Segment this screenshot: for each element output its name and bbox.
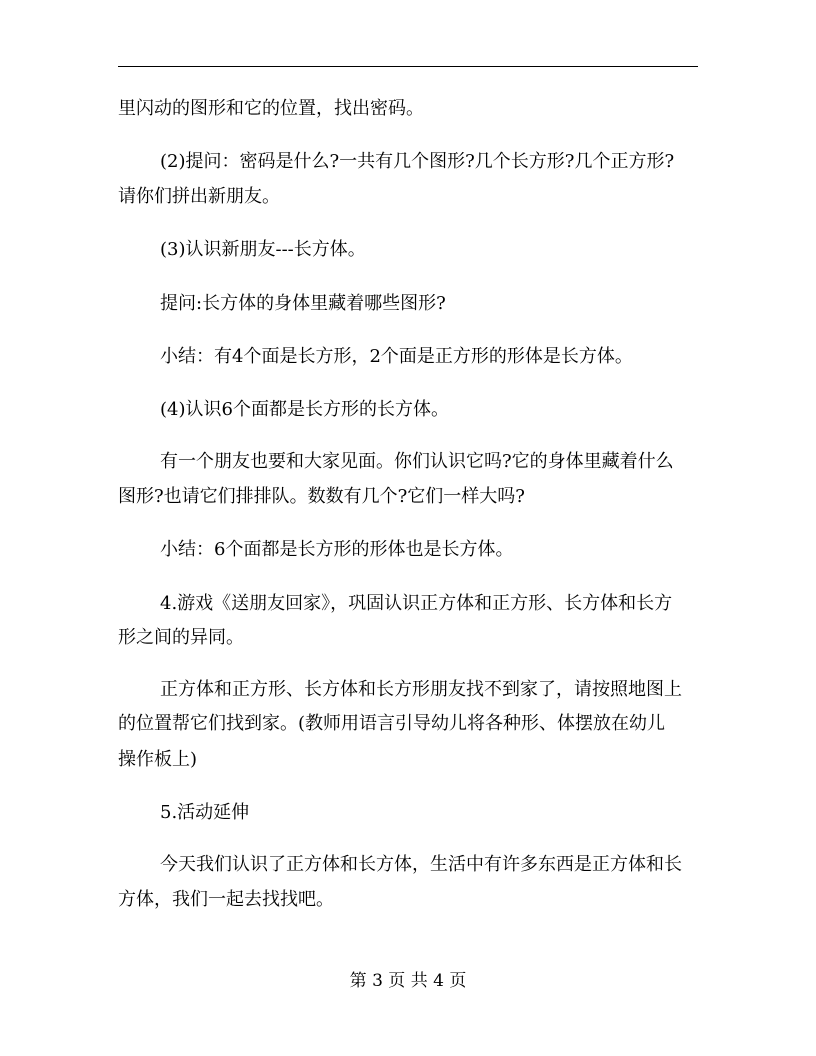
text-line: 请你们拼出新朋友。 — [118, 186, 280, 207]
text-line: (3)认识新朋友---长方体。 — [160, 239, 366, 260]
text-line: 形之间的异同。 — [118, 627, 244, 648]
header-rule — [118, 66, 698, 67]
text-line: 5.活动延伸 — [160, 802, 250, 823]
text-line: 里闪动的图形和它的位置，找出密码。 — [118, 98, 424, 119]
text-line: 今天我们认识了正方体和长方体，生活中有许多东西是正方体和长 — [160, 854, 682, 875]
text-line: 小结：有4个面是长方形，2个面是正方形的形体是长方体。 — [160, 346, 633, 367]
text-line: (2)提问：密码是什么?一共有几个图形?几个长方形?几个正方形? — [160, 151, 675, 172]
text-line: 提问:长方体的身体里藏着哪些图形? — [160, 293, 446, 314]
text-line: 4.游戏《送朋友回家》，巩固认识正方体和正方形、长方体和长方 — [160, 593, 673, 614]
text-line: 正方体和正方形、长方体和长方形朋友找不到家了，请按照地图上 — [160, 679, 682, 700]
text-line: 图形?也请它们排排队。数数有几个?它们一样大吗? — [118, 486, 525, 507]
text-line: (4)认识6个面都是长方形的长方体。 — [160, 399, 449, 420]
text-line: 方体，我们一起去找找吧。 — [118, 889, 334, 910]
text-line: 小结：6个面都是长方形的形体也是长方体。 — [160, 539, 514, 560]
page-number-footer: 第 3 页 共 4 页 — [349, 971, 467, 991]
text-line: 操作板上) — [118, 749, 198, 770]
text-line: 的位置帮它们找到家。(教师用语言引导幼儿将各种形、体摆放在幼儿 — [118, 713, 666, 734]
text-line: 有一个朋友也要和大家见面。你们认识它吗?它的身体里藏着什么 — [160, 451, 674, 472]
